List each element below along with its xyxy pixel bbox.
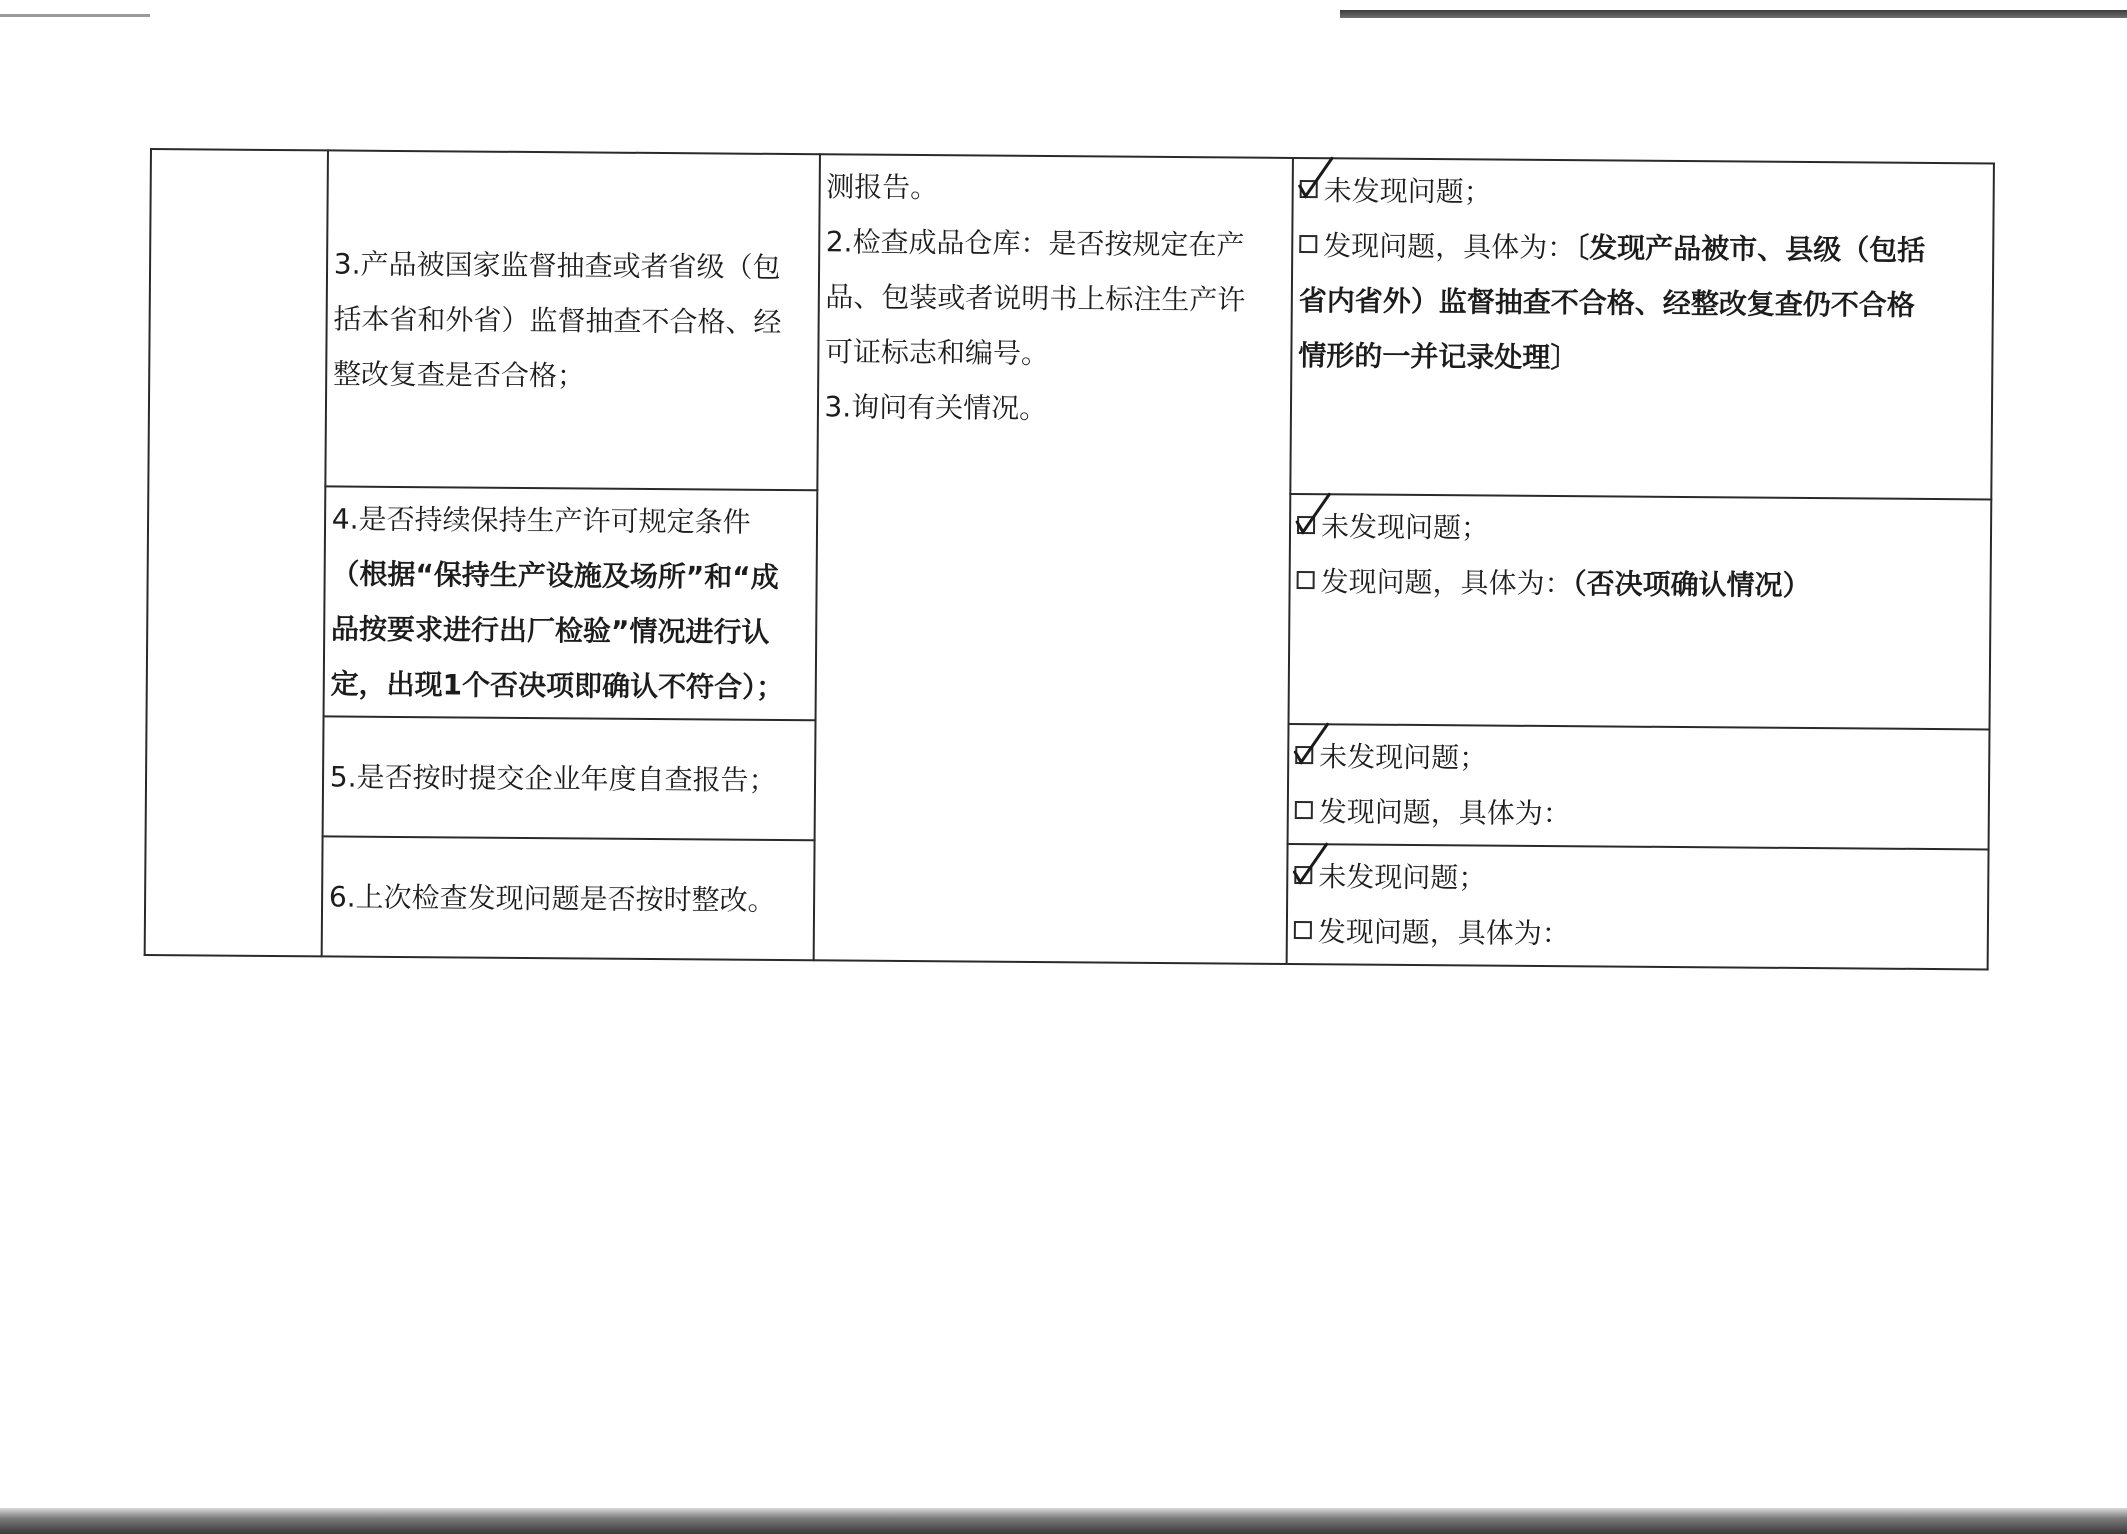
result-3-issue-detail-3: 情形的一并记录处理〕 xyxy=(1298,339,1579,375)
check-item-3 xyxy=(325,150,819,490)
check-item-4-line-3: 品按要求进行出厂检验”情况进行认 xyxy=(330,612,770,649)
checkbox-icon[interactable] xyxy=(1294,921,1312,939)
result-6-issue-row[interactable] xyxy=(1294,904,1981,964)
checkbox-icon[interactable] xyxy=(1295,801,1313,819)
checkbox-icon[interactable] xyxy=(1299,235,1317,253)
result-cell-5 xyxy=(1288,724,1990,850)
check-item-3-line-2: 括本省和外省）监督抽查不合格、经 xyxy=(333,302,782,339)
result-cell-3 xyxy=(1290,158,1994,499)
result-4-issue-row[interactable] xyxy=(1296,554,1983,614)
scan-edge-bottom xyxy=(0,1508,2127,1534)
result-3-issue-detail-2: 省内省外）监督抽查不合格、经整改复查仍不合格 xyxy=(1298,284,1915,322)
result-5-no-issue-row[interactable] xyxy=(1295,729,1982,789)
checkbox-icon[interactable] xyxy=(1294,866,1312,884)
inspection-table-container xyxy=(144,148,1995,967)
result-3-no-issue-label: 未发现问题； xyxy=(1323,174,1492,209)
result-4-issue-label: 发现问题，具体为： xyxy=(1320,565,1573,601)
result-4-no-issue-label: 未发现问题； xyxy=(1320,510,1490,545)
result-3-issue-row[interactable] xyxy=(1299,218,1986,278)
result-4-no-issue-row[interactable] xyxy=(1297,499,1984,559)
result-5-no-issue-label: 未发现问题； xyxy=(1319,740,1488,775)
method-line-3: 品、包装或者说明书上标注生产许 xyxy=(825,280,1246,317)
checkbox-icon[interactable] xyxy=(1300,180,1318,198)
checkbox-icon[interactable] xyxy=(1297,571,1315,589)
check-item-4-line-4: 定，出现1个否决项即确认不符合）； xyxy=(330,667,785,704)
checkbox-icon[interactable] xyxy=(1297,516,1315,534)
result-cell-4 xyxy=(1288,494,1991,729)
method-line-4: 可证标志和编号。 xyxy=(824,335,1050,371)
check-item-4 xyxy=(323,486,817,720)
result-3-issue-detail-1: 〔发现产品被市、县级（包括 xyxy=(1575,231,1926,267)
check-item-4-line-1: 4.是否持续保持生产许可规定条件 xyxy=(331,502,751,539)
result-cell-6 xyxy=(1287,844,1989,970)
check-item-5 xyxy=(322,716,815,840)
check-item-5-line-1: 5.是否按时提交企业年度自查报告； xyxy=(329,759,777,797)
method-line-2: 2.检查成品仓库：是否按规定在产 xyxy=(825,225,1245,262)
check-item-3-line-3: 整改复查是否合格； xyxy=(332,357,586,393)
check-item-3-line-1: 3.产品被国家监督抽查或者省级（包 xyxy=(333,247,781,284)
check-item-6-line-1: 6.上次检查发现问题是否按时整改。 xyxy=(328,879,776,917)
check-item-4-line-2: （根据“保持生产设施及场所”和“成 xyxy=(331,557,779,594)
scan-edge-top-left xyxy=(0,14,150,17)
check-item-6 xyxy=(321,836,814,960)
result-4-issue-detail: （否决项确认情况） xyxy=(1572,567,1811,603)
category-cell-empty xyxy=(145,149,328,956)
result-6-issue-label: 发现问题，具体为： xyxy=(1317,915,1570,951)
check-method-cell xyxy=(813,154,1293,964)
result-5-issue-label: 发现问题，具体为： xyxy=(1318,795,1571,831)
result-6-no-issue-label: 未发现问题； xyxy=(1318,860,1487,895)
method-line-1: 测报告。 xyxy=(826,170,939,205)
checkbox-icon[interactable] xyxy=(1295,746,1313,764)
result-5-issue-row[interactable] xyxy=(1295,784,1982,844)
scan-edge-top xyxy=(1340,10,2127,18)
result-6-no-issue-row[interactable] xyxy=(1294,849,1981,909)
result-3-issue-label: 发现问题，具体为： xyxy=(1323,229,1576,265)
method-line-5: 3.询问有关情况。 xyxy=(824,390,1048,426)
result-3-no-issue-row[interactable] xyxy=(1299,163,1986,223)
inspection-table xyxy=(144,148,1995,970)
